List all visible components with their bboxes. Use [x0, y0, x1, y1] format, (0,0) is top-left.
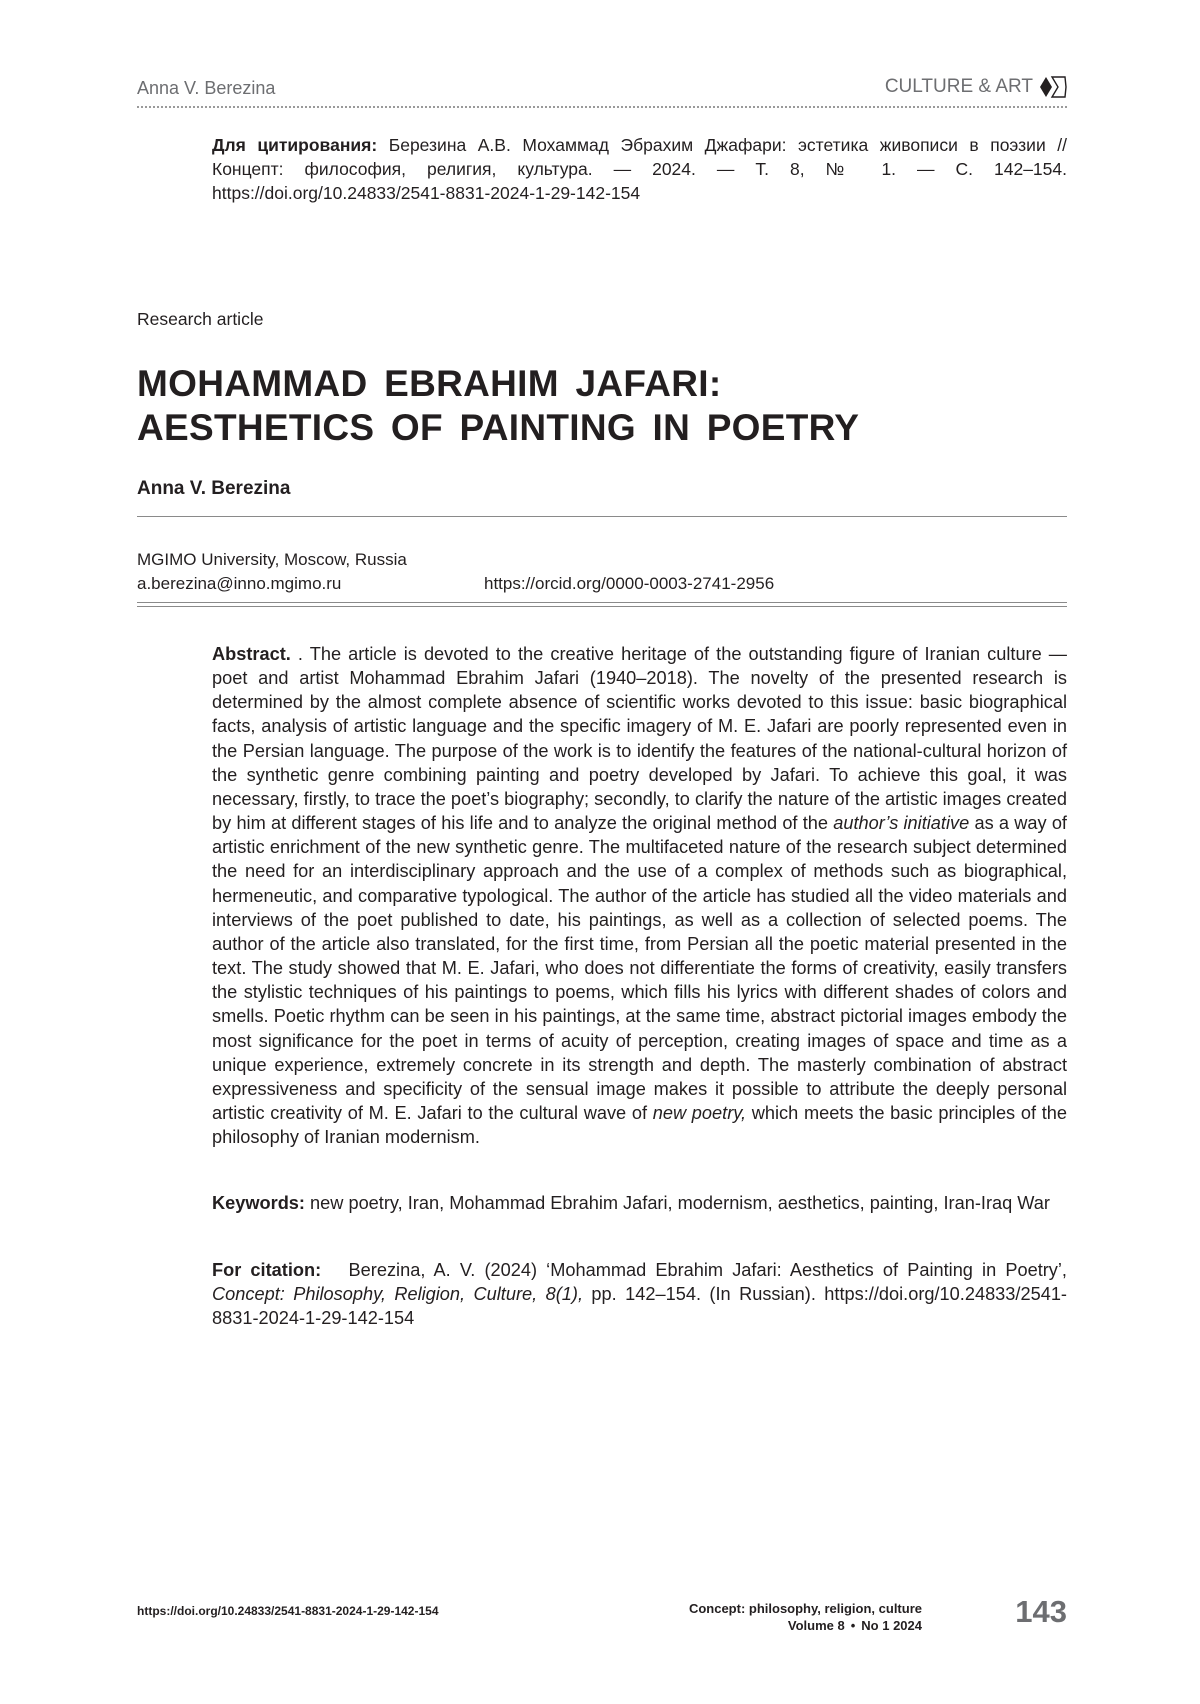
- footer-journal-info: [640, 1600, 922, 1634]
- en-citation-journal: Concept: Philosophy, Religion, Culture, 8(1),: [212, 1284, 584, 1304]
- running-head: [137, 76, 1067, 108]
- author-divider: [137, 516, 1067, 517]
- ru-citation-text: Березина А.В. Мохаммад Эбрахим Джафари: эстетика живописи в поэзии // Концепт: философия, религия, культура. — 2024. — Т. 8, № 1. — С. 142–154. https://doi.org/10.24833/2541-8831-2024-1-29-142-154: [212, 135, 1067, 203]
- running-head-section: [885, 76, 1067, 98]
- abstract-italic-term-1: author’s initiative: [833, 813, 970, 834]
- abstract-text-part-3: which meets the basic principles of the philosophy of Iranian modernism.: [212, 1102, 1068, 1148]
- abstract-text-part-2: as a way of artistic enrichment of the new synthetic genre. The multifaceted nature of the research subject determined the need for an interdisciplinary approach and the use of a complex of methods such as biographical, hermeneutic, and comparative typological. The author of the article has studied all the video materials and interviews of the poet published to date, his paintings, as well as a collection of selected poems. The author of the article also translated, for the first time, from Persian all the poetic material presented in the text. The study showed that M. E. Jafari, who does not differentiate the forms of creativity, easily transfers the stylistic techniques of his paintings to poems, which fills his lyrics with different shades of colors and smells. Poetic rhythm can be seen in his paintings, at the same time, abstract pictorial images embody the most significance for the poet in terms of acuity of perception, creating images of space and time as a unique experience, extremely concrete in its strength and depth. The masterly combination of abstract expressiveness and specificity of the sensual image makes it possible to attribute the deeply personal artistic creativity of M. E. Jafari to the cultural wave of: [212, 813, 1067, 1123]
- running-head-author: Anna V. Berezina: [137, 78, 276, 98]
- keywords-label: Keywords:: [212, 1193, 305, 1213]
- author-affiliation: MGIMO University, Moscow, Russia: [137, 550, 407, 569]
- footer-doi-link[interactable]: https://doi.org/10.24833/2541-8831-2024-1-29-142-154: [137, 1604, 439, 1618]
- en-citation-text-part-1: Berezina, A. V. (2024) ‘Mohammad Ebrahim Jafari: Aesthetics of Painting in Poetry’,: [321, 1260, 1073, 1280]
- author-email[interactable]: a.berezina@inno.mgimo.ru: [137, 574, 342, 593]
- footer-volume-issue: [640, 1617, 922, 1634]
- en-citation-text-part-2: pp. 142–154. (In Russian). https://doi.org/10.24833/2541-8831-2024-1-29-142-154: [212, 1284, 1067, 1328]
- footer-volume: Volume 8: [787, 1618, 845, 1633]
- ru-citation: [212, 133, 1067, 205]
- abstract-text-part-1: . The article is devoted to the creative heritage of the outstanding figure of Iranian culture — poet and artist Mohammad Ebrahim Jafari (1940–2018). The novelty of the presented research is determined by the almost complete absence of scientific works devoted to this issue: basic biographical facts, analysis of artistic language and the specific imagery of M. E. Jafari are poorly represented even in the Persian language. The purpose of the work is to identify the features of the national-cultural horizon of the synthetic genre combining painting and poetry developed by Jafari. To achieve this goal, it was necessary, firstly, to trace the poet’s biography; secondly, to clarify the nature of the artistic images created by him at different stages of his life and to analyze the original method of the: [212, 644, 1067, 834]
- keywords: [212, 1191, 1067, 1215]
- footer-journal-name: Concept: philosophy, religion, culture: [688, 1601, 922, 1616]
- page-number: 143: [1015, 1594, 1067, 1629]
- author-orcid-link[interactable]: https://orcid.org/0000-0003-2741-2956: [484, 574, 775, 593]
- abstract: [212, 642, 1067, 1149]
- en-citation: [212, 1258, 1073, 1330]
- running-head-section-label: CULTURE & ART: [884, 76, 1033, 97]
- keywords-text: new poetry, Iran, Mohammad Ebrahim Jafari, modernism, aesthetics, painting, Iran-Iraq War: [304, 1193, 1050, 1213]
- footer-bullet: •: [850, 1618, 856, 1633]
- affiliation-double-divider: [137, 602, 1067, 607]
- author-name: Anna V. Berezina: [137, 478, 291, 499]
- culture-art-diamond-icon: [1039, 76, 1067, 98]
- abstract-italic-term-2: new poetry,: [652, 1102, 747, 1123]
- article-title-line-2: AESTHETICS OF PAINTING IN POETRY: [137, 407, 860, 448]
- article-title-line-1: MOHAMMAD EBRAHIM JAFARI:: [137, 363, 722, 404]
- ru-citation-label: Для цитирования:: [212, 135, 378, 155]
- en-citation-label: For citation:: [212, 1260, 322, 1280]
- article-type: Research article: [137, 309, 264, 329]
- article-title: [137, 362, 1067, 450]
- abstract-label: Abstract.: [212, 644, 291, 664]
- footer-issue: No 1 2024: [861, 1618, 922, 1633]
